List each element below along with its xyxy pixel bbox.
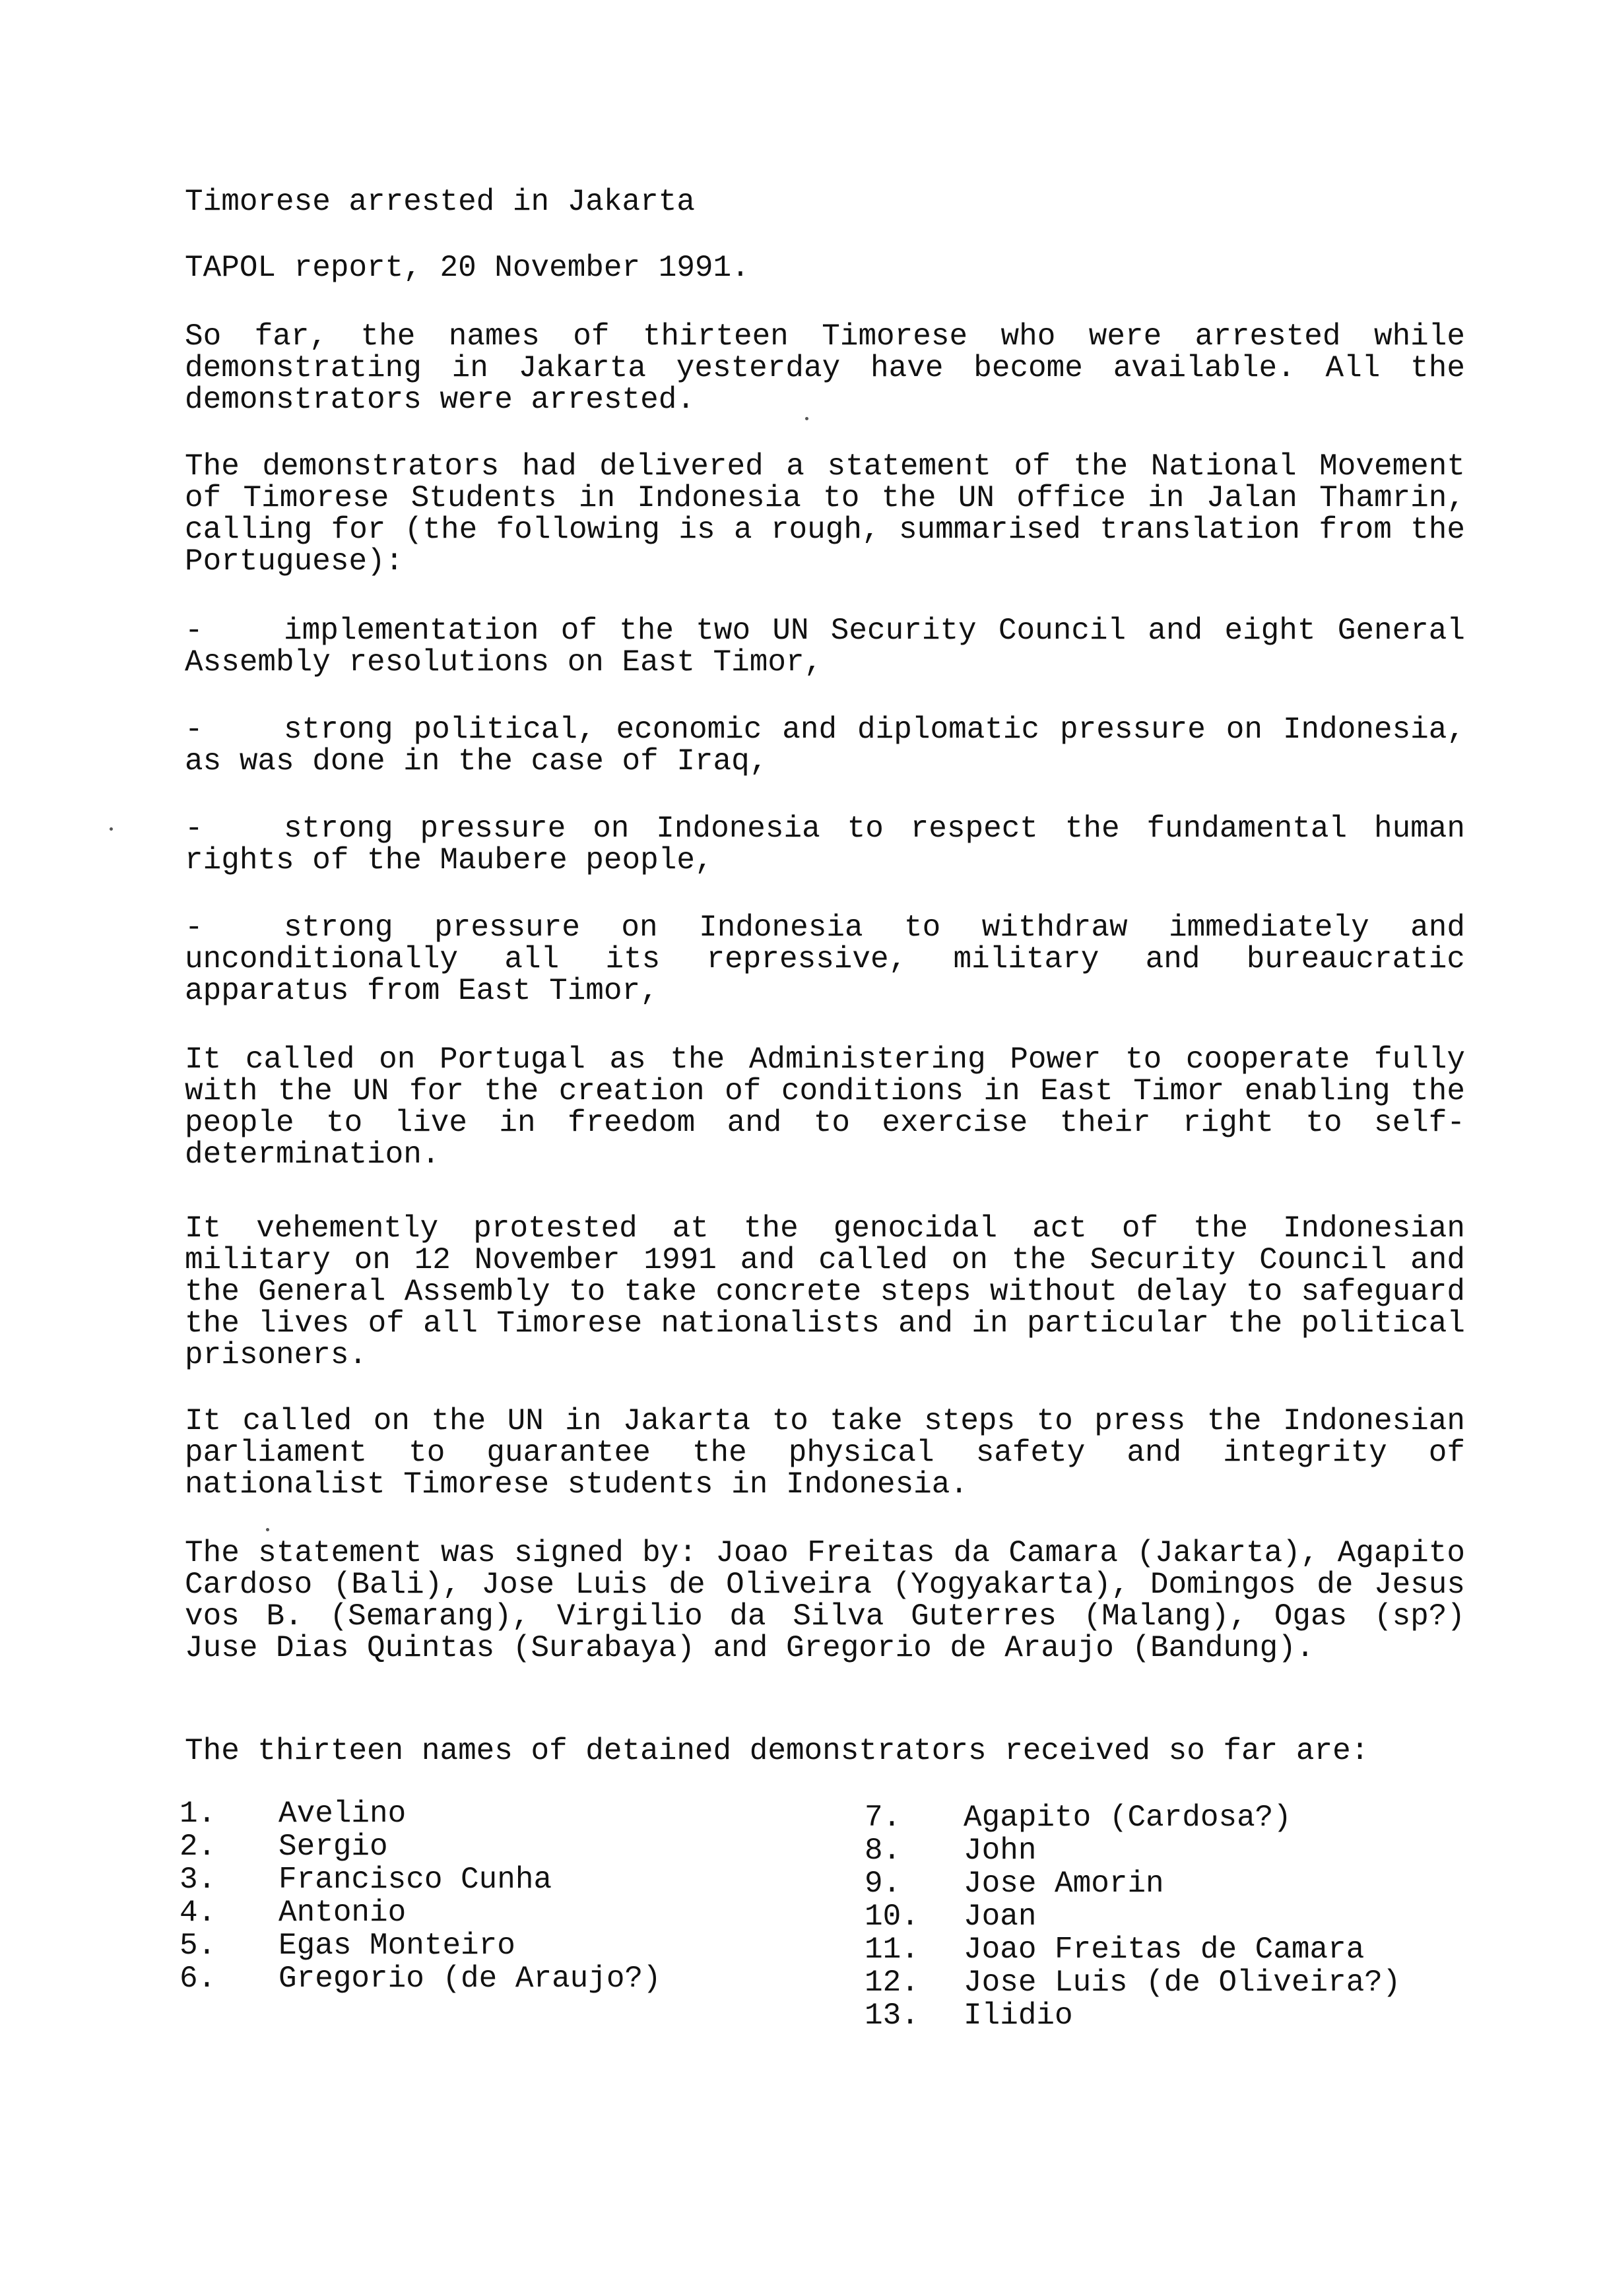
list-item: 3. Francisco Cunha (180, 1863, 552, 1897)
demand-text: strong political, economic and diplomatic pressure on Indonesia, as was done in the case of Iraq, (185, 713, 1465, 779)
list-item: 5. Egas Monteiro (180, 1929, 515, 1963)
list-item: 13. Ilidio (865, 1998, 1073, 2033)
list-item: 8. John (865, 1834, 1037, 1868)
list-item: 4. Antonio (180, 1896, 407, 1930)
dash-marker: - (185, 812, 203, 846)
demand-item (185, 912, 1465, 1007)
demand-text: strong pressure on Indonesia to respect the fundamental human rights of the Maubere people, (185, 812, 1465, 877)
statement-paragraph: The demonstrators had delivered a statement of the National Movement of Timorese Students in Indonesia to the UN office in Jalan Thamrin, calling for (the following is a rough, summarised translation from the Portuguese): (185, 449, 1465, 579)
names-list-left (180, 1797, 661, 1995)
un-jakarta-paragraph: It called on the UN in Jakarta to take steps to press the Indonesian parliament to guarantee the physical safety and integrity of nationalist Timorese students in Indonesia. (185, 1404, 1465, 1502)
intro-paragraph: So far, the names of thirteen Timorese who were arrested while demonstrating in Jakarta yesterday have become available. All the demonstrators were arrested. (185, 319, 1465, 417)
list-item: 7. Agapito (Cardosa?) (865, 1801, 1292, 1835)
dash-marker: - (185, 614, 203, 648)
scan-speck (805, 417, 808, 420)
list-item: 10. Joan (865, 1899, 1037, 1934)
portugal-paragraph: It called on Portugal as the Administering Power to cooperate fully with the UN for the creation of conditions in East Timor enabling the people to live in freedom and to exercise their right to self-determination. (185, 1042, 1465, 1172)
demand-text: strong pressure on Indonesia to withdraw immediately and unconditionally all its repressive, military and bureaucratic apparatus from East Timor, (185, 910, 1465, 1008)
list-item: 11. Joao Freitas de Camara (865, 1932, 1365, 1967)
demand-text: implementation of the two UN Security Council and eight General Assembly resolutions on East Timor, (185, 614, 1465, 680)
list-item: 6. Gregorio (de Araujo?) (180, 1961, 661, 1996)
list-item: 12. Jose Luis (de Oliveira?) (865, 1965, 1401, 2000)
list-intro: The thirteen names of detained demonstrators received so far are: (185, 1734, 1369, 1768)
dash-marker: - (185, 713, 203, 747)
signatories-paragraph: The statement was signed by: Joao Freitas da Camara (Jakarta), Agapito Cardoso (Bali), Jose Luis de Oliveira (Yogyakarta), Domingos de Jesus vos B. (Semarang), Virgilio da Silva Guterres (Malang), Ogas (sp?) Juse Dias Quintas (Surabaya) and Gregorio de Araujo (Bandung). (185, 1536, 1465, 1665)
list-item: 1. Avelino (180, 1797, 407, 1831)
list-item: 9. Jose Amorin (865, 1866, 1164, 1901)
scan-speck (110, 827, 113, 831)
demand-item (185, 714, 1465, 777)
dash-marker: - (185, 910, 203, 945)
protest-paragraph: It vehemently protested at the genocidal act of the Indonesian military on 12 November 1991 and called on the Security Council and the General Assembly to take concrete steps without delay to safeguard the lives of all Timorese nationalists and in particular the political prisoners. (185, 1211, 1465, 1372)
scan-speck (266, 1528, 269, 1531)
document-title: Timorese arrested in Jakarta (185, 185, 695, 219)
list-item: 2. Sergio (180, 1830, 388, 1864)
source-line: TAPOL report, 20 November 1991. (185, 251, 750, 285)
demand-item (185, 813, 1465, 876)
names-list-right (865, 1801, 1401, 2032)
demand-item (185, 615, 1465, 678)
